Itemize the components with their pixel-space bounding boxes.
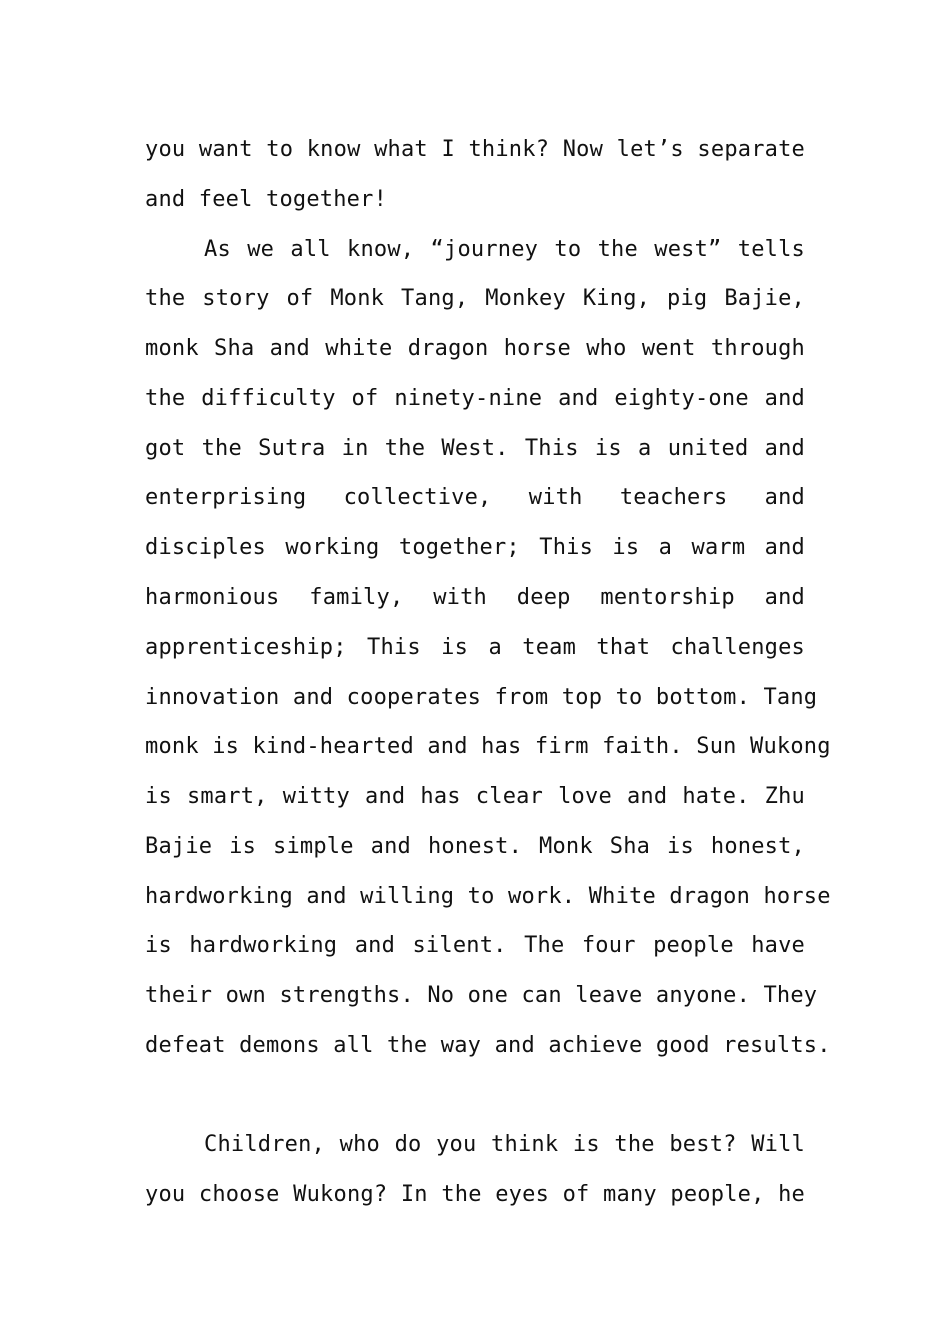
text-line: and feel together!	[145, 187, 388, 212]
text-line: you choose Wukong? In the eyes of many people, he	[145, 1182, 805, 1207]
text-line: harmonious family, with deep mentorship and	[145, 585, 805, 610]
text-line: apprenticeship; This is a team that challenges	[145, 635, 805, 660]
text-line: the story of Monk Tang, Monkey King, pig Bajie,	[145, 286, 805, 311]
text-line: defeat demons all the way and achieve good results.	[145, 1033, 831, 1058]
text-line: monk is kind-hearted and has firm faith. Sun Wukong	[145, 734, 831, 759]
text-line: Children, who do you think is the best? Will	[204, 1132, 805, 1157]
text-line: you want to know what I think? Now let’s separate	[145, 137, 805, 162]
text-line: the difficulty of ninety-nine and eighty-one and	[145, 386, 805, 411]
text-line: disciples working together; This is a warm and	[145, 535, 805, 560]
text-line: enterprising collective, with teachers and	[145, 485, 805, 510]
text-line: As we all know, “journey to the west” tells	[204, 237, 805, 262]
text-line: innovation and cooperates from top to bottom. Tang	[145, 685, 818, 710]
text-line: hardworking and willing to work. White dragon horse	[145, 884, 831, 909]
text-line: monk Sha and white dragon horse who went through	[145, 336, 805, 361]
text-line: got the Sutra in the West. This is a united and	[145, 436, 805, 461]
text-line: Bajie is simple and honest. Monk Sha is honest,	[145, 834, 805, 859]
text-line: is hardworking and silent. The four people have	[145, 933, 805, 958]
text-line: their own strengths. No one can leave anyone. They	[145, 983, 818, 1008]
text-line: is smart, witty and has clear love and hate. Zhu	[145, 784, 805, 809]
